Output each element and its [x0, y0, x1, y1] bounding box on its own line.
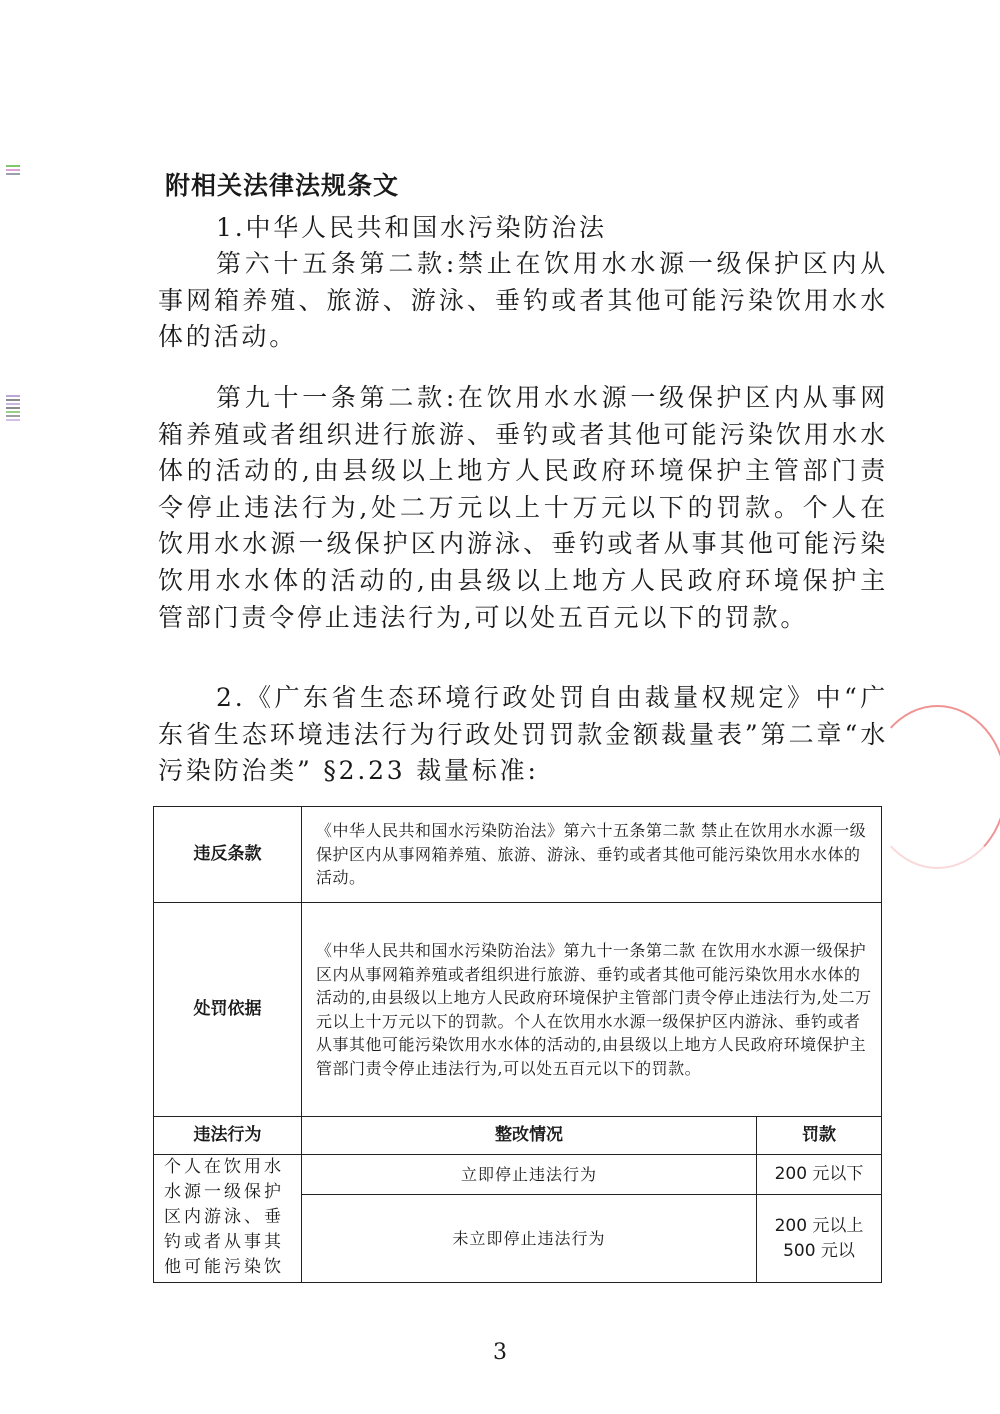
table-row — [154, 903, 882, 1117]
basis-text-cell: 《中华人民共和国水污染防治法》第九十一条第二款 在饮用水水源一级保护区内从事网箱养殖或者组织进行旅游、垂钓或者其他可能污染饮用水水体的活动的,由县级以上地方人民政府环境保护主管部门责令停止违法行为,处二万元以上十万元以下的罚款。个人在饮用水水源一级保护区内游泳、垂钓或者从事其他可能污染饮用水水体的活动的,由县级以上地方人民政府环境保护主管部门责令停止违法行为,可以处五百元以下的罚款。 — [302, 903, 882, 1117]
article-65-paragraph: 第六十五条第二款:禁止在饮用水水源一级保护区内从事网箱养殖、旅游、游泳、垂钓或者其他可能污染饮用水水体的活动。 — [158, 249, 888, 352]
table-row — [154, 1155, 882, 1195]
law-title: 1.中华人民共和国水污染防治法 — [216, 213, 607, 242]
fine-cell: 200 元以上 500 元以 — [757, 1195, 882, 1283]
column-header-behavior: 违法行为 — [154, 1117, 302, 1155]
behavior-cell: 个人在饮用水水源一级保护区内游泳、垂钓或者从事其他可能污染饮 — [154, 1155, 302, 1283]
page-number: 3 — [493, 1340, 507, 1365]
basis-label-cell: 处罚依据 — [154, 903, 302, 1117]
column-header-fine: 罚款 — [757, 1117, 882, 1155]
rectify-cell: 未立即停止违法行为 — [302, 1195, 757, 1283]
scan-edge-mark — [6, 395, 20, 423]
violation-text-cell: 《中华人民共和国水污染防治法》第六十五条第二款 禁止在饮用水水源一级保护区内从事网箱养殖、旅游、游泳、垂钓或者其他可能污染饮用水水体的活动。 — [302, 807, 882, 903]
discretion-standard-table — [153, 806, 882, 1283]
red-seal-stamp — [868, 705, 1000, 869]
violation-label-cell: 违反条款 — [154, 807, 302, 903]
rectify-cell: 立即停止违法行为 — [302, 1155, 757, 1195]
article-91-paragraph: 第九十一条第二款:在饮用水水源一级保护区内从事网箱养殖或者组织进行旅游、垂钓或者其他可能污染饮用水水体的活动的,由县级以上地方人民政府环境保护主管部门责令停止违法行为,处二万元以上十万元以下的罚款。个人在饮用水水源一级保护区内游泳、垂钓或者从事其他可能污染饮用水水体的活动的,由县级以上地方人民政府环境保护主管部门责令停止违法行为,可以处五百元以下的罚款。 — [158, 383, 888, 632]
page-heading: 附相关法律法规条文 — [165, 171, 400, 200]
fine-cell: 200 元以下 — [757, 1155, 882, 1195]
scan-edge-mark — [6, 165, 20, 177]
table-header-row — [154, 1117, 882, 1155]
regulation-reference-paragraph: 2.《广东省生态环境行政处罚自由裁量权规定》中“广东省生态环境违法行为行政处罚罚款金额裁量表”第二章“水污染防治类” §2.23 裁量标准: — [158, 683, 888, 786]
table-row — [154, 807, 882, 903]
column-header-rectify: 整改情况 — [302, 1117, 757, 1155]
